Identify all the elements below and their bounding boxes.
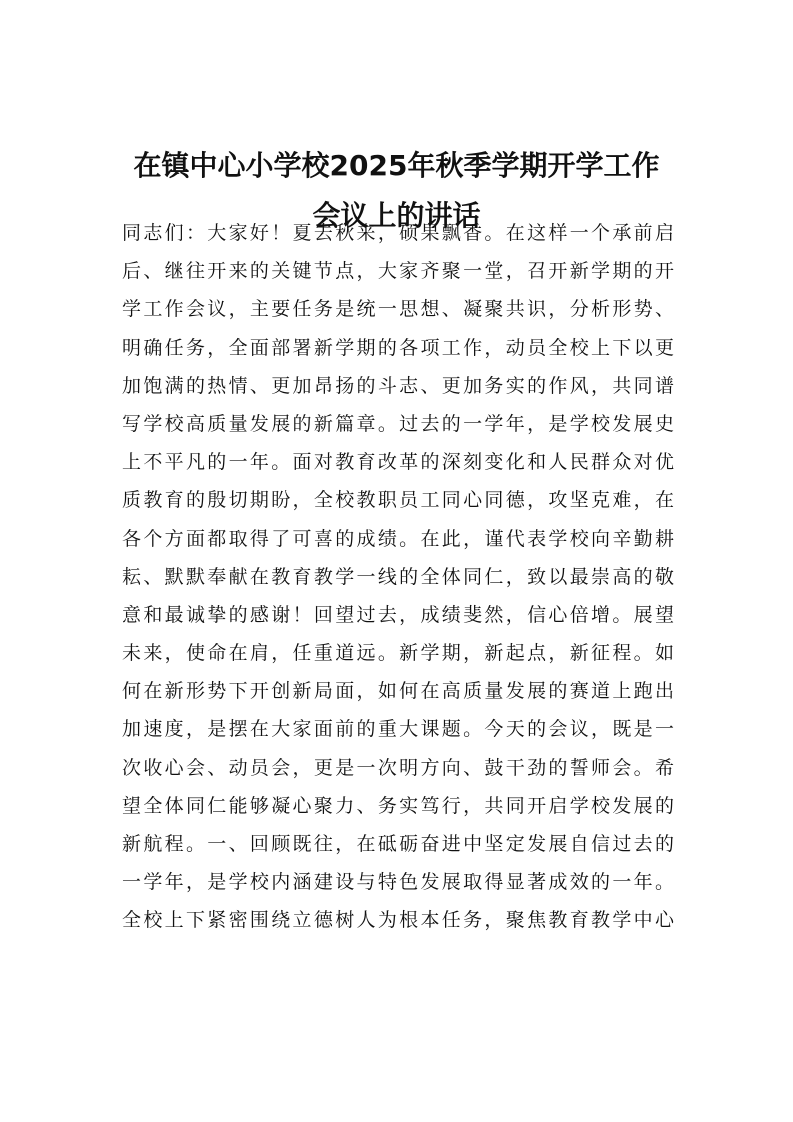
body-line: 各个方面都取得了可喜的成绩。在此，谨代表学校向辛勤耕 (122, 527, 674, 550)
body-line: 意和最诚挚的感谢！回望过去，成绩斐然，信心倍增。展望 (122, 603, 674, 626)
body-line: 加速度，是摆在大家面前的重大课题。今天的会议，既是一 (122, 718, 674, 741)
body-line: 耘、默默奉献在教育教学一线的全体同仁，致以最崇高的敬 (122, 565, 674, 588)
body-line: 望全体同仁能够凝心聚力、务实笃行，共同开启学校发展的 (122, 794, 674, 817)
body-line: 全校上下紧密围绕立德树人为根本任务，聚焦教育教学中心 (122, 909, 674, 932)
body-line: 同志们：大家好！夏去秋来，硕果飘香。在这样一个承前启 (122, 222, 674, 244)
body-line: 质教育的殷切期盼，全校教职员工同心同德，攻坚克难，在 (122, 489, 674, 512)
body-line: 明确任务，全面部署新学期的各项工作，动员全校上下以更 (122, 336, 674, 359)
body-line: 新航程。一、回顾既往，在砥砺奋进中坚定发展自信过去的 (122, 833, 674, 855)
body-line: 上不平凡的一年。面对教育改革的深刻变化和人民群众对优 (122, 451, 674, 474)
body-line: 何在新形势下开创新局面，如何在高质量发展的赛道上跑出 (122, 680, 674, 703)
body-line: 加饱满的热情、更加昂扬的斗志、更加务实的作风，共同谱 (122, 374, 674, 397)
body-line: 后、继往开来的关键节点，大家齐聚一堂，召开新学期的开 (122, 260, 674, 283)
title-line-2: 会议上的讲话 (312, 198, 481, 232)
body-line: 学工作会议，主要任务是统一思想、凝聚共识，分析形势、 (122, 298, 674, 321)
body-line: 未来，使命在肩，任重道远。新学期，新起点，新征程。如 (122, 642, 674, 665)
title-line-1: 在镇中心小学校2025年秋季学期开学工作 (133, 148, 660, 182)
body-line: 一学年，是学校内涵建设与特色发展取得显著成效的一年。 (122, 871, 674, 894)
document-body (122, 214, 674, 940)
body-line: 次收心会、动员会，更是一次明方向、鼓干劲的誓师会。希 (122, 756, 674, 779)
body-line: 写学校高质量发展的新篇章。过去的一学年，是学校发展史 (122, 412, 674, 435)
